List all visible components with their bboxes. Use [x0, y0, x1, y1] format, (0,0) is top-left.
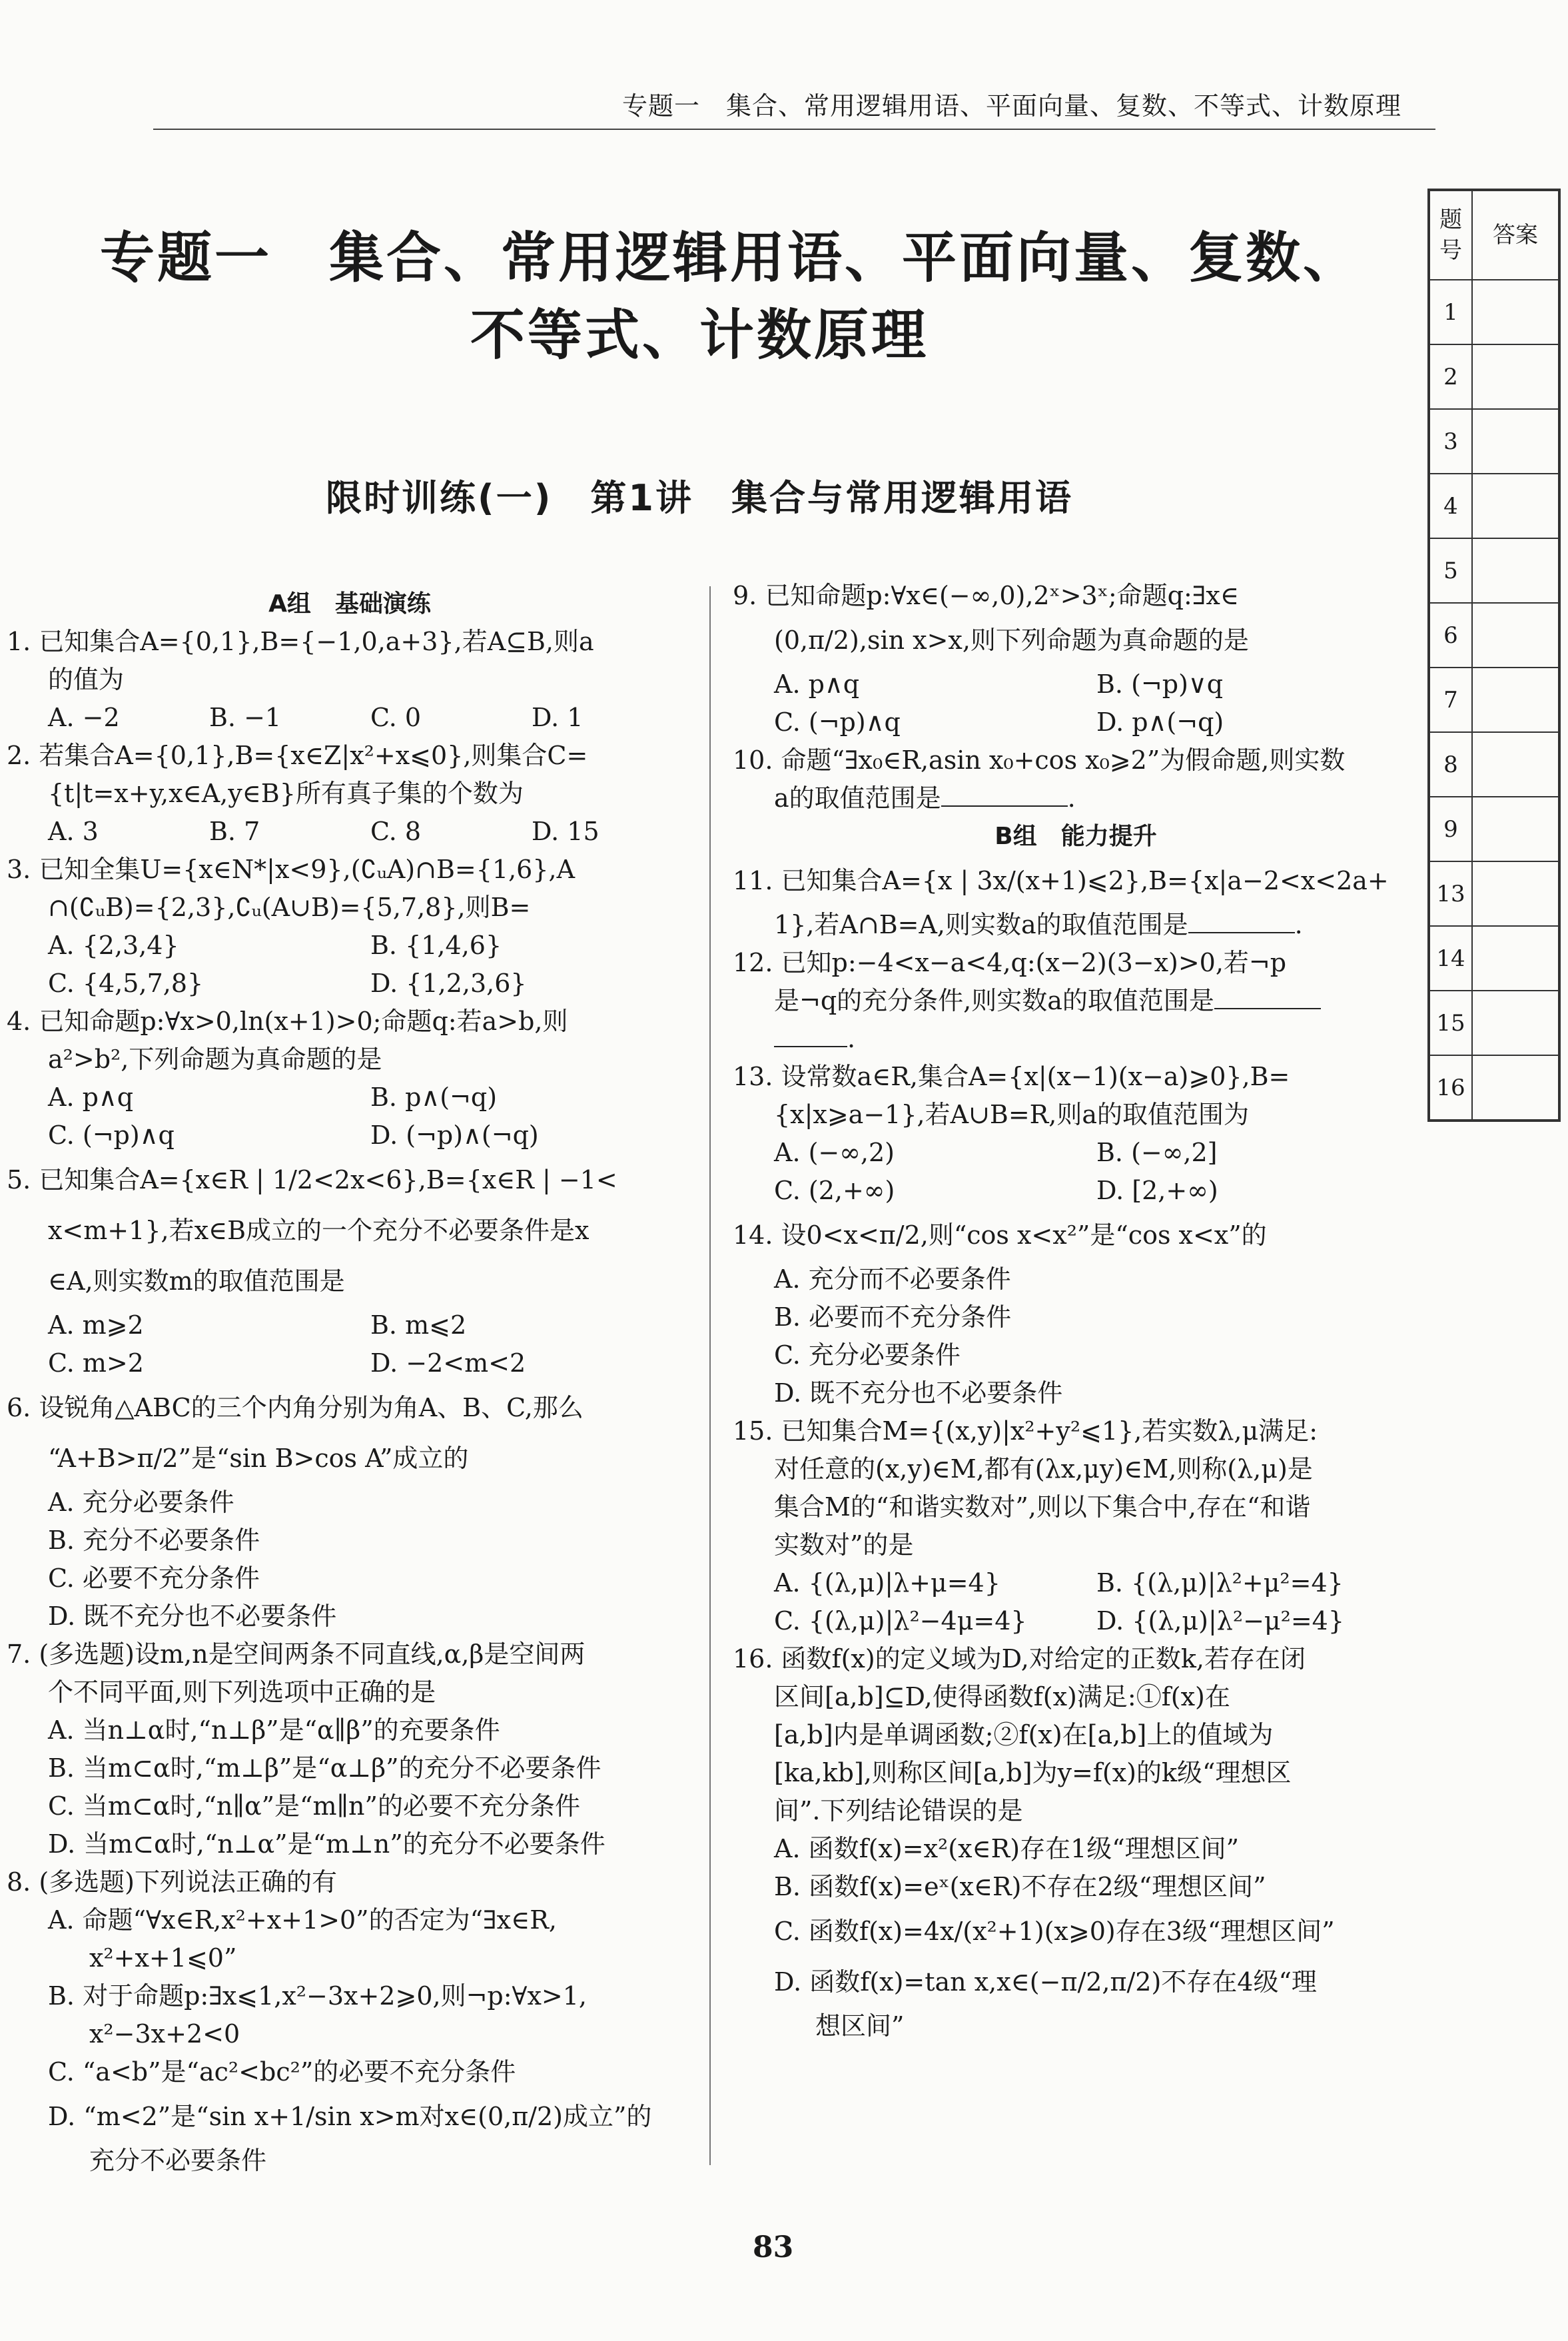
option[interactable]: D. 当m⊂α时,“n⊥α”是“m⊥n”的充分不必要条件 — [48, 1829, 605, 1859]
option[interactable]: B. 7 — [209, 817, 260, 846]
option[interactable]: A. −2 — [48, 703, 120, 732]
question-text: 5. 已知集合A={x∈R | 1/2<2x<6},B={x∈R | −1< — [7, 1165, 617, 1194]
option[interactable]: B. (¬p)∨q — [1096, 670, 1224, 699]
option[interactable]: A. 命题“∀x∈R,x²+x+1>0”的否定为“∃x∈R, — [48, 1905, 557, 1935]
option[interactable]: C. 必要不充分条件 — [48, 1564, 260, 1593]
question-2 — [7, 737, 693, 851]
question-text: 3. 已知全集U={x∈N*|x<9},(∁ᵤA)∩B={1,6},A — [7, 855, 576, 884]
option[interactable]: D. 15 — [532, 817, 599, 846]
answer-row-number: 8 — [1429, 732, 1472, 797]
answer-row-number: 6 — [1429, 603, 1472, 668]
question-text: 14. 设0<x<π/2,则“cos x<x²”是“cos x<x”的 — [733, 1220, 1267, 1250]
question-8 — [7, 1863, 693, 2180]
option[interactable]: B. 充分不必要条件 — [48, 1526, 260, 1555]
option[interactable]: B. 函数f(x)=eˣ(x∈R)不存在2级“理想区间” — [774, 1872, 1266, 1901]
question-text: {t|t=x+y,x∈A,y∈B}所有真子集的个数为 — [48, 779, 524, 808]
answer-row-number: 3 — [1429, 409, 1472, 474]
question-text: 10. 命题“∃x₀∈R,asin x₀+cos x₀⩾2”为假命题,则实数 — [733, 745, 1346, 775]
option[interactable]: A. 当n⊥α时,“n⊥β”是“α∥β”的充要条件 — [48, 1715, 500, 1745]
answer-cell[interactable] — [1472, 474, 1559, 538]
question-text: 个不同平面,则下列选项中正确的是 — [48, 1677, 436, 1707]
question-text: 区间[a,b]⊆D,使得函数f(x)满足:①f(x)在 — [774, 1682, 1230, 1711]
chapter-title — [100, 220, 1361, 374]
option[interactable]: A. m⩾2 — [48, 1310, 144, 1340]
question-text: 16. 函数f(x)的定义域为D,对给定的正数k,若存在闭 — [733, 1644, 1306, 1673]
option[interactable]: C. (¬p)∧q — [48, 1121, 175, 1150]
question-text: 7. (多选题)设m,n是空间两条不同直线,α,β是空间两 — [7, 1639, 586, 1669]
answer-cell[interactable] — [1472, 991, 1559, 1055]
question-5 — [7, 1155, 693, 1382]
answer-cell[interactable] — [1472, 344, 1559, 409]
question-text: [a,b]内是单调函数;②f(x)在[a,b]上的值域为 — [774, 1720, 1274, 1749]
option[interactable]: D. 1 — [532, 703, 584, 732]
question-text: 2. 若集合A={0,1},B={x∈Z|x²+x⩽0},则集合C= — [7, 741, 588, 770]
option[interactable]: A. (−∞,2) — [774, 1138, 895, 1167]
option[interactable]: B. p∧(¬q) — [370, 1083, 498, 1112]
option[interactable]: A. {2,3,4} — [48, 931, 179, 960]
question-15 — [733, 1412, 1419, 1640]
question-1 — [7, 623, 693, 737]
option[interactable]: D. “m<2”是“sin x+1/sin x>m对x∈(0,π/2)成立”的 — [48, 2102, 652, 2131]
lecture-title: 限时训练(一) 第1讲 集合与常用逻辑用语 — [326, 477, 1073, 519]
question-10: 10. 命题“∃x₀∈R,asin x₀+cos x₀⩾2”为假命题,则实数 a的取值范围是 . — [733, 741, 1419, 817]
question-text: 的值为 — [48, 665, 125, 694]
answer-cell[interactable] — [1472, 280, 1559, 344]
option[interactable]: B. 当m⊂α时,“m⊥β”是“α⊥β”的充分不必要条件 — [48, 1753, 601, 1783]
answer-row-number: 5 — [1429, 538, 1472, 603]
question-text: (0,π/2),sin x>x,则下列命题为真命题的是 — [774, 626, 1249, 655]
question-text: ∈A,则实数m的取值范围是 — [48, 1266, 345, 1296]
question-13 — [733, 1058, 1419, 1210]
answer-row-number: 2 — [1429, 344, 1472, 409]
option[interactable]: C. {4,5,7,8} — [48, 969, 204, 998]
option[interactable]: D. {1,2,3,6} — [370, 969, 527, 998]
option-continued: x²+x+1⩽0” — [89, 1943, 237, 1973]
question-text: 6. 设锐角△ABC的三个内角分别为角A、B、C,那么 — [7, 1393, 584, 1422]
question-text: x<m+1},若x∈B成立的一个充分不必要条件是x — [48, 1216, 589, 1245]
answer-cell[interactable] — [1472, 668, 1559, 732]
answer-blank[interactable] — [1188, 909, 1295, 933]
option[interactable]: A. 函数f(x)=x²(x∈R)存在1级“理想区间” — [774, 1834, 1240, 1863]
option[interactable]: D. 既不充分也不必要条件 — [48, 1602, 337, 1631]
question-text: 13. 设常数a∈R,集合A={x|(x−1)(x−a)⩾0},B= — [733, 1062, 1290, 1091]
option[interactable]: C. (¬p)∧q — [774, 707, 901, 737]
question-text: 1},若A∩B=A,则实数a的取值范围是 — [774, 910, 1188, 939]
answer-blank-continued[interactable] — [774, 1023, 847, 1047]
question-text: 是¬q的充分条件,则实数a的取值范围是 — [774, 986, 1214, 1015]
question-text: 11. 已知集合A={x | 3x/(x+1)⩽2},B={x|a−2<x<2a+ — [733, 866, 1389, 895]
option[interactable]: C. {(λ,μ)|λ²−4μ=4} — [774, 1606, 1027, 1636]
question-3 — [7, 851, 693, 1003]
question-text: “A+B>π/2”是“sin B>cos A”成立的 — [48, 1444, 469, 1473]
page-number: 83 — [753, 2230, 794, 2264]
option-continued: x²−3x+2<0 — [89, 2019, 240, 2049]
question-text: 8. (多选题)下列说法正确的有 — [7, 1867, 337, 1897]
answer-row-number: 9 — [1429, 797, 1472, 861]
answer-row-number: 4 — [1429, 474, 1472, 538]
question-7 — [7, 1636, 693, 1863]
answer-cell[interactable] — [1472, 409, 1559, 474]
option[interactable]: B. 必要而不充分条件 — [774, 1302, 1012, 1332]
option[interactable]: C. “a<b”是“ac²<bc²”的必要不充分条件 — [48, 2057, 516, 2087]
question-12: 12. 已知p:−4<x−a<4,q:(x−2)(3−x)>0,若¬p 是¬q的充分条件,则实数a的取值范围是 . — [733, 944, 1419, 1058]
answer-row-number: 13 — [1429, 861, 1472, 926]
question-11: 11. 已知集合A={x | 3x/(x+1)⩽2},B={x|a−2<x<2a+ 1},若A∩B=A,则实数a的取值范围是 . — [733, 855, 1419, 944]
question-text: ∩(∁ᵤB)={2,3},∁ᵤ(A∪B)={5,7,8},则B= — [48, 893, 531, 922]
option[interactable]: D. {(λ,μ)|λ²−μ²=4} — [1096, 1606, 1345, 1636]
question-text: 9. 已知命题p:∀x∈(−∞,0),2ˣ>3ˣ;命题q:∃x∈ — [733, 581, 1239, 610]
answer-row-number: 16 — [1429, 1055, 1472, 1120]
question-6 — [7, 1382, 693, 1636]
answer-row-number: 1 — [1429, 280, 1472, 344]
right-column — [733, 577, 1419, 2045]
answer-row-number: 14 — [1429, 926, 1472, 991]
answer-table-header-number: 题号 — [1429, 191, 1472, 280]
option[interactable]: B. m⩽2 — [370, 1310, 467, 1340]
option[interactable]: C. (2,+∞) — [774, 1176, 895, 1205]
option-continued: 想区间” — [815, 2011, 905, 2041]
question-16 — [733, 1640, 1419, 2045]
question-text: 集合M的“和谐实数对”,则以下集合中,存在“和谐 — [774, 1492, 1311, 1522]
option[interactable]: B. 对于命题p:∃x⩽1,x²−3x+2⩾0,则¬p:∀x>1, — [48, 1981, 588, 2011]
option[interactable]: D. 函数f(x)=tan x,x∈(−π/2,π/2)不存在4级“理 — [774, 1967, 1317, 1997]
answer-table-header-answer: 答案 — [1472, 191, 1559, 280]
question-text: 15. 已知集合M={(x,y)|x²+y²⩽1},若实数λ,μ满足: — [733, 1416, 1318, 1446]
answer-cell[interactable] — [1472, 603, 1559, 668]
option[interactable]: A. 充分必要条件 — [48, 1488, 234, 1517]
group-b-heading: B组 能力提升 — [994, 823, 1157, 850]
option[interactable]: C. m>2 — [48, 1348, 144, 1378]
option[interactable]: A. p∧q — [774, 670, 860, 699]
chapter-title-line1: 专题一 集合、常用逻辑用语、平面向量、复数、 — [100, 227, 1361, 290]
question-text: [ka,kb],则称区间[a,b]为y=f(x)的k级“理想区 — [774, 1758, 1292, 1787]
option[interactable]: C. 函数f(x)=4x/(x²+1)(x⩾0)存在3级“理想区间” — [774, 1917, 1335, 1946]
option[interactable]: D. −2<m<2 — [370, 1348, 526, 1378]
chapter-title-line2: 不等式、计数原理 — [470, 304, 929, 367]
question-text: {x|x⩾a−1},若A∪B=R,则a的取值范围为 — [774, 1100, 1250, 1129]
option[interactable]: D. [2,+∞) — [1096, 1176, 1218, 1205]
question-text: 4. 已知命题p:∀x>0,ln(x+1)>0;命题q:若a>b,则 — [7, 1007, 568, 1036]
answer-cell[interactable] — [1472, 797, 1559, 861]
option[interactable]: D. (¬p)∧(¬q) — [370, 1121, 539, 1150]
option[interactable]: B. {(λ,μ)|λ²+μ²=4} — [1096, 1568, 1344, 1598]
option[interactable]: A. 3 — [48, 817, 99, 846]
question-text: 实数对”的是 — [774, 1530, 914, 1560]
column-divider — [709, 586, 711, 2165]
answer-cell[interactable] — [1472, 732, 1559, 797]
group-a-heading: A组 基础演练 — [268, 590, 431, 618]
option[interactable]: C. 0 — [370, 703, 422, 732]
answer-row-number: 7 — [1429, 668, 1472, 732]
answer-row-number: 15 — [1429, 991, 1472, 1055]
option[interactable]: B. (−∞,2] — [1096, 1138, 1218, 1167]
question-text: 12. 已知p:−4<x−a<4,q:(x−2)(3−x)>0,若¬p — [733, 948, 1287, 977]
question-9 — [733, 577, 1419, 741]
option[interactable]: C. 当m⊂α时,“n∥α”是“m∥n”的必要不充分条件 — [48, 1791, 580, 1821]
question-4 — [7, 1003, 693, 1155]
option[interactable]: D. 既不充分也不必要条件 — [774, 1378, 1063, 1408]
answer-cell[interactable] — [1472, 538, 1559, 603]
option-continued: 充分不必要条件 — [89, 2146, 267, 2175]
answer-cell[interactable] — [1472, 926, 1559, 991]
question-text: 1. 已知集合A={0,1},B={−1,0,a+3},若A⊆B,则a — [7, 627, 594, 656]
question-text: 间”.下列结论错误的是 — [774, 1796, 1023, 1825]
left-column — [7, 585, 693, 2180]
option[interactable]: C. 8 — [370, 817, 422, 846]
question-14 — [733, 1210, 1419, 1412]
question-text: a的取值范围是 — [774, 783, 941, 813]
option[interactable]: A. p∧q — [48, 1083, 134, 1112]
running-header: 专题一 集合、常用逻辑用语、平面向量、复数、不等式、计数原理 — [621, 91, 1401, 121]
answer-cell[interactable] — [1472, 1055, 1559, 1120]
question-text: a²>b²,下列命题为真命题的是 — [48, 1045, 382, 1074]
answer-blank[interactable] — [941, 783, 1068, 807]
option[interactable]: D. p∧(¬q) — [1096, 707, 1224, 737]
answer-blank[interactable] — [1214, 985, 1321, 1009]
option[interactable]: A. 充分而不必要条件 — [774, 1264, 1011, 1294]
question-text: 对任意的(x,y)∈M,都有(λx,μy)∈M,则称(λ,μ)是 — [774, 1454, 1313, 1484]
option[interactable]: B. −1 — [209, 703, 282, 732]
header-rule — [153, 129, 1435, 130]
answer-cell[interactable] — [1472, 861, 1559, 926]
option[interactable]: B. {1,4,6} — [370, 931, 502, 960]
answer-table — [1427, 189, 1561, 1122]
option[interactable]: A. {(λ,μ)|λ+μ=4} — [774, 1568, 1000, 1598]
option[interactable]: C. 充分必要条件 — [774, 1340, 961, 1370]
